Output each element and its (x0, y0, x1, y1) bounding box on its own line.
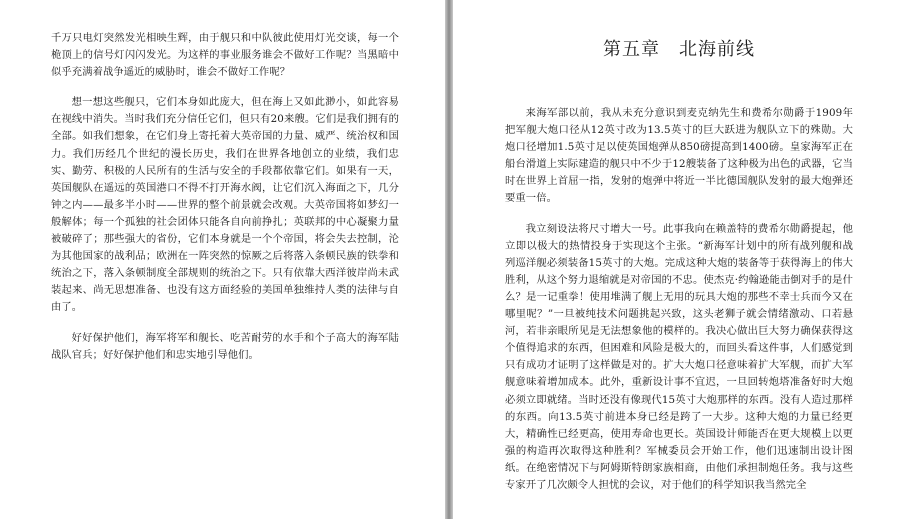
right-paragraph-2: 我立刻设法将尺寸增大一号。此事我向在赖盖特的费希尔勋爵提起，他立即以极大的热情投身于实现这个主张。“新海军计划中的所有战列舰和战列巡洋舰必须装备15英寸的大炮。完成这种大炮的装备等于获得海上的伟大胜利，从这个努力退缩就是对帝国的不忠。使杰克·约翰逊能击倒对手的是什么？是一记重拳！使用堆满了舰上无用的玩具大炮的那些不幸士兵而今又在哪里呢？”一旦被纯技术问题挑起兴致，这头老狮子就会情绪激动、口若悬河，若非亲眼所见是无法想象他的模样的。我决心做出巨大努力确保获得这个值得追求的东西，但困难和风险是极大的，而回头看这件事，人们感觉到只有成功才证明了这样做是对的。扩大大炮口径意味着扩大军舰，而扩大军舰意味着增加成本。此外，重新设计事不宜迟，一旦回转炮塔准备好时大炮必须立即就绪。当时还没有像现代15英寸大炮那样的东西。没有人造过那样的东西。向13.5英寸前进本身已经是跨了一大步。这种大炮的力量已经更大，精确性已经更高，使用寿命也更长。英国设计师能否在更大规模上以更强的构造再次取得这种胜利？军械委员会开始工作，他们迅速制出设计图纸。在绝密情况下与阿姆斯特朗家族相商，由他们承担制炮任务。我与这些专家开了几次颇令人担忧的会议，对于他们的科学知识我当然完全 (505, 222, 853, 491)
chapter-title: 第五章 北海前线 (603, 39, 755, 60)
paragraph-gap (51, 81, 399, 94)
left-paragraph-3: 好好保护他们，海军将军和舰长、吃苦耐劳的水手和个子高大的海军陆战队官兵；好好保护他们和忠实地引导他们。 (51, 331, 399, 361)
left-page (0, 0, 445, 519)
paragraph-gap (505, 208, 853, 221)
right-paragraph-1: 来海军部以前，我从未充分意识到麦克纳先生和费希尔勋爵于1909年把军舰大炮口径从12英寸改为13.5英寸的巨大跃进为舰队立下的殊勋。大炮口径增加1.5英寸足以使英国炮弹从850磅提高到1400磅。皇家海军正在船台滑道上实际建造的舰只中不少于12艘装备了这种极为出色的武器，它当时在世界上首屈一指，发射的炮弹中将近一半比德国舰队发射的最大炮弹还要重一倍。 (505, 107, 853, 205)
left-paragraph-1: 千万只电灯突然发光相映生辉，由于舰只和中队彼此使用灯光交谈，每一个桅顶上的信号灯闪闪发光。为这样的事业服务谁会不做好工作呢？当黑暗中似乎充满着战争遥近的威胁时，谁会不做好工作呢？ (51, 32, 399, 79)
book-spine (445, 0, 453, 519)
paragraph-gap (51, 317, 399, 330)
left-paragraph-2: 想一想这些舰只，它们本身如此庞大，但在海上又如此渺小，如此容易在视线中消失。当时我们充分信任它们，但只有20来艘。它们是我们拥有的全部。如我们想象，在它们身上寄托着大英帝国的力量、威严、统治权和国力。我们历经几个世纪的漫长历史，我们在世界各地创立的业绩，我们忠实、勤劳、积极的人民所有的生活与安全的手段都依靠它们。如果有一天，英国舰队在遥远的英国港口不得不打开海水阀，让它们沉入海面之下，几分钟之内——最多半小时——世界的整个前景就会改观。大英帝国将如梦幻一般解体；每一个孤独的社会团体只能各自向前挣扎；英联邦的中心凝聚力量被破碎了；那些强大的省份，它们本身就是一个个帝国，将会失去控制，沦为其他国家的战利品；欧洲在一阵突然的惊厥之后将落入条顿民族的铁拳和统治之下，落入条顿制度全部规则的统治之下。只有依靠大西洋彼岸尚未武装起来、尚无思想准备、也没有这方面经验的美国单独维持人类的法律与自由了。 (51, 96, 399, 314)
right-page (453, 0, 899, 519)
